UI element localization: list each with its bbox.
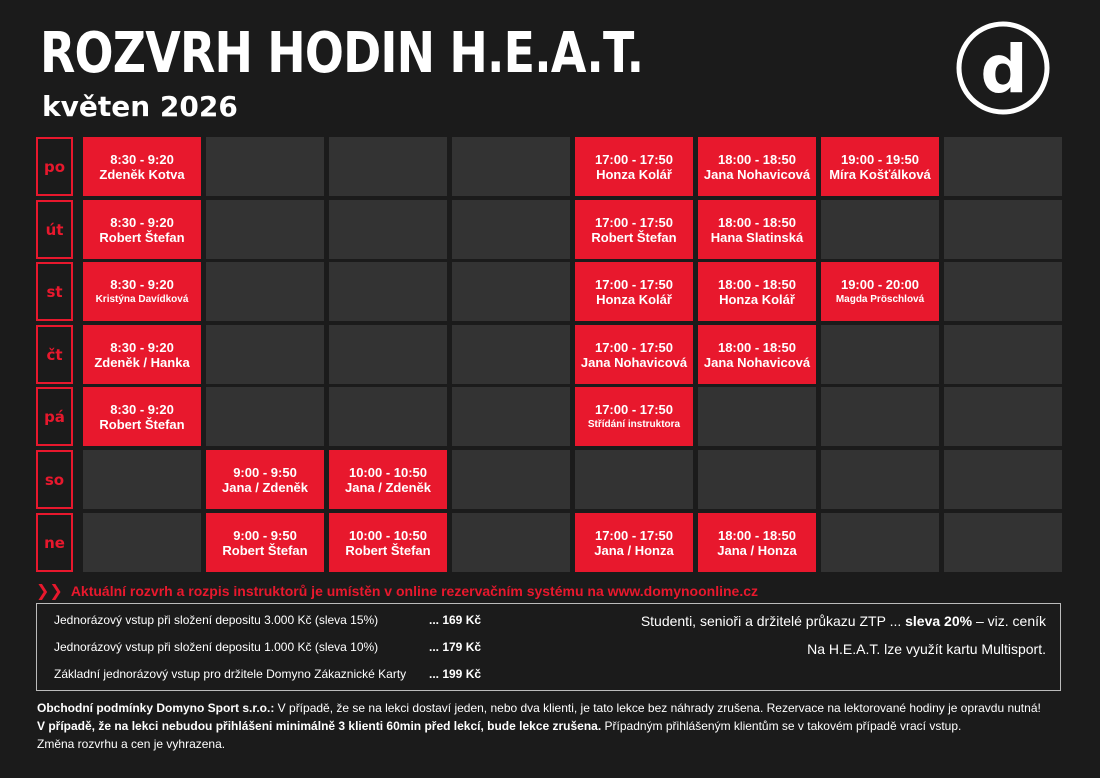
double-chevron-right-icon: ❯❯ <box>36 581 63 600</box>
slot-time: 17:00 - 17:50 <box>594 214 674 230</box>
empty-slot <box>944 387 1062 446</box>
slot-time: 17:00 - 17:50 <box>594 151 674 167</box>
empty-slot <box>206 262 324 321</box>
day-label: pá <box>36 387 73 446</box>
empty-slot <box>329 387 447 446</box>
slot-time: 9:00 - 9:50 <box>233 527 297 543</box>
slot-instructor: Robert Štefan <box>591 229 677 245</box>
slot-instructor: Robert Štefan <box>222 542 308 558</box>
class-slot <box>575 137 693 196</box>
slot-time: 8:30 - 9:20 <box>110 151 174 167</box>
empty-slot <box>329 200 447 259</box>
slot-instructor: Jana Nohavicová <box>703 354 811 370</box>
slot-instructor: Robert Štefan <box>99 416 185 432</box>
slot-instructor: Honza Kolář <box>719 291 795 307</box>
day-label: so <box>36 450 73 509</box>
slot-instructor: Robert Štefan <box>345 542 431 558</box>
class-slot <box>206 513 324 572</box>
empty-slot <box>821 325 939 384</box>
empty-slot <box>329 262 447 321</box>
domyno-logo-icon <box>955 20 1051 116</box>
slot-time: 9:00 - 9:50 <box>233 464 297 480</box>
slot-instructor: Střídání instruktora <box>587 418 681 430</box>
empty-slot <box>575 450 693 509</box>
terms-footer: Obchodní podmínky Domyno Sport s.r.o.: V případě, že se na lekci dostaví jeden, nebo dva klienti, je tato lekce bez náhrady zrušena. Rezervace na lektorované hodiny je opravdu nutná! V případě, že na lekci nebudou přihlášeni minimálně 3 klienti 60min před lekcí, bude lekce zrušena. Případným přihlášeným klientům se v takovém případě vrací vstup. Změna rozvrhu a cen je vyhrazena. <box>37 701 1041 751</box>
empty-slot <box>821 450 939 509</box>
day-label: čt <box>36 325 73 384</box>
empty-slot <box>821 513 939 572</box>
empty-slot <box>329 325 447 384</box>
month-subtitle: květen 2026 <box>42 90 238 123</box>
empty-slot <box>452 513 570 572</box>
empty-slot <box>944 325 1062 384</box>
empty-slot <box>452 325 570 384</box>
price-row: Jednorázový vstup při složení depositu 1.000 Kč (sleva 10%) ... 179 Kč <box>54 640 482 654</box>
day-label: st <box>36 262 73 321</box>
day-label: ne <box>36 513 73 572</box>
slot-time: 10:00 - 10:50 <box>348 464 428 480</box>
empty-slot <box>329 137 447 196</box>
multisport-text: Na H.E.A.T. lze využít kartu Multisport. <box>807 641 1046 657</box>
empty-slot <box>206 137 324 196</box>
slot-time: 8:30 - 9:20 <box>110 214 174 230</box>
class-slot <box>698 325 816 384</box>
slot-instructor: Jana / Zdeněk <box>345 479 431 495</box>
empty-slot <box>452 450 570 509</box>
slot-time: 8:30 - 9:20 <box>110 276 174 292</box>
slot-time: 18:00 - 18:50 <box>717 151 797 167</box>
class-slot <box>83 387 201 446</box>
empty-slot <box>821 387 939 446</box>
class-slot <box>206 450 324 509</box>
empty-slot <box>944 262 1062 321</box>
class-slot <box>698 200 816 259</box>
day-label: út <box>36 200 73 259</box>
empty-slot <box>83 513 201 572</box>
class-slot <box>575 262 693 321</box>
class-slot <box>329 450 447 509</box>
slot-instructor: Zdeněk / Hanka <box>94 354 190 370</box>
slot-instructor: Jana Nohavicová <box>703 166 811 182</box>
svg-text:d: d <box>980 31 1028 108</box>
class-slot <box>83 325 201 384</box>
slot-instructor: Zdeněk Kotva <box>99 166 185 182</box>
slot-instructor: Míra Košťálková <box>829 166 931 182</box>
discount-text: Studenti, senioři a držitelé průkazu ZTP ... sleva 20% – viz. ceník <box>640 613 1046 629</box>
empty-slot <box>698 450 816 509</box>
empty-slot <box>206 387 324 446</box>
empty-slot <box>944 200 1062 259</box>
class-slot <box>575 387 693 446</box>
empty-slot <box>821 200 939 259</box>
slot-instructor: Magda Pröschlová <box>835 293 925 305</box>
slot-time: 17:00 - 17:50 <box>594 527 674 543</box>
empty-slot <box>206 325 324 384</box>
slot-instructor: Jana Nohavicová <box>580 354 688 370</box>
slot-instructor: Jana / Honza <box>594 542 674 558</box>
empty-slot <box>452 200 570 259</box>
class-slot <box>821 262 939 321</box>
empty-slot <box>944 513 1062 572</box>
class-slot <box>575 325 693 384</box>
slot-instructor: Jana / Honza <box>717 542 797 558</box>
slot-time: 10:00 - 10:50 <box>348 527 428 543</box>
slot-time: 8:30 - 9:20 <box>110 401 174 417</box>
slot-time: 8:30 - 9:20 <box>110 339 174 355</box>
slot-time: 17:00 - 17:50 <box>594 401 674 417</box>
class-slot <box>83 137 201 196</box>
empty-slot <box>452 262 570 321</box>
class-slot <box>575 513 693 572</box>
slot-instructor: Jana / Zdeněk <box>222 479 308 495</box>
price-row: Základní jednorázový vstup pro držitele Domyno Zákaznické Karty ... 199 Kč <box>54 667 482 681</box>
slot-time: 18:00 - 18:50 <box>717 276 797 292</box>
price-box <box>36 603 1061 691</box>
slot-instructor: Honza Kolář <box>596 166 672 182</box>
class-slot <box>329 513 447 572</box>
empty-slot <box>452 387 570 446</box>
note-text: Aktuální rozvrh a rozpis instruktorů je umístěn v online rezervačním systému na www.domynoonline.cz <box>70 583 759 599</box>
slot-time: 17:00 - 17:50 <box>594 276 674 292</box>
slot-time: 19:00 - 19:50 <box>840 151 920 167</box>
day-label: po <box>36 137 73 196</box>
slot-instructor: Hana Slatinská <box>710 229 804 245</box>
slot-time: 18:00 - 18:50 <box>717 339 797 355</box>
slot-time: 18:00 - 18:50 <box>717 214 797 230</box>
empty-slot <box>206 200 324 259</box>
empty-slot <box>452 137 570 196</box>
slot-time: 17:00 - 17:50 <box>594 339 674 355</box>
empty-slot <box>698 387 816 446</box>
class-slot <box>575 200 693 259</box>
online-schedule-note <box>36 581 758 600</box>
slot-time: 18:00 - 18:50 <box>717 527 797 543</box>
slot-time: 19:00 - 20:00 <box>840 276 920 292</box>
class-slot <box>698 513 816 572</box>
slot-instructor: Robert Štefan <box>99 229 185 245</box>
page-title: ROZVRH HODIN H.E.A.T. <box>40 21 644 86</box>
class-slot <box>83 200 201 259</box>
slot-instructor: Kristýna Davídková <box>95 293 189 305</box>
class-slot <box>83 262 201 321</box>
empty-slot <box>944 450 1062 509</box>
empty-slot <box>83 450 201 509</box>
class-slot <box>698 262 816 321</box>
class-slot <box>698 137 816 196</box>
class-slot <box>821 137 939 196</box>
empty-slot <box>944 137 1062 196</box>
price-row: Jednorázový vstup při složení depositu 3.000 Kč (sleva 15%) ... 169 Kč <box>54 613 482 627</box>
slot-instructor: Honza Kolář <box>596 291 672 307</box>
